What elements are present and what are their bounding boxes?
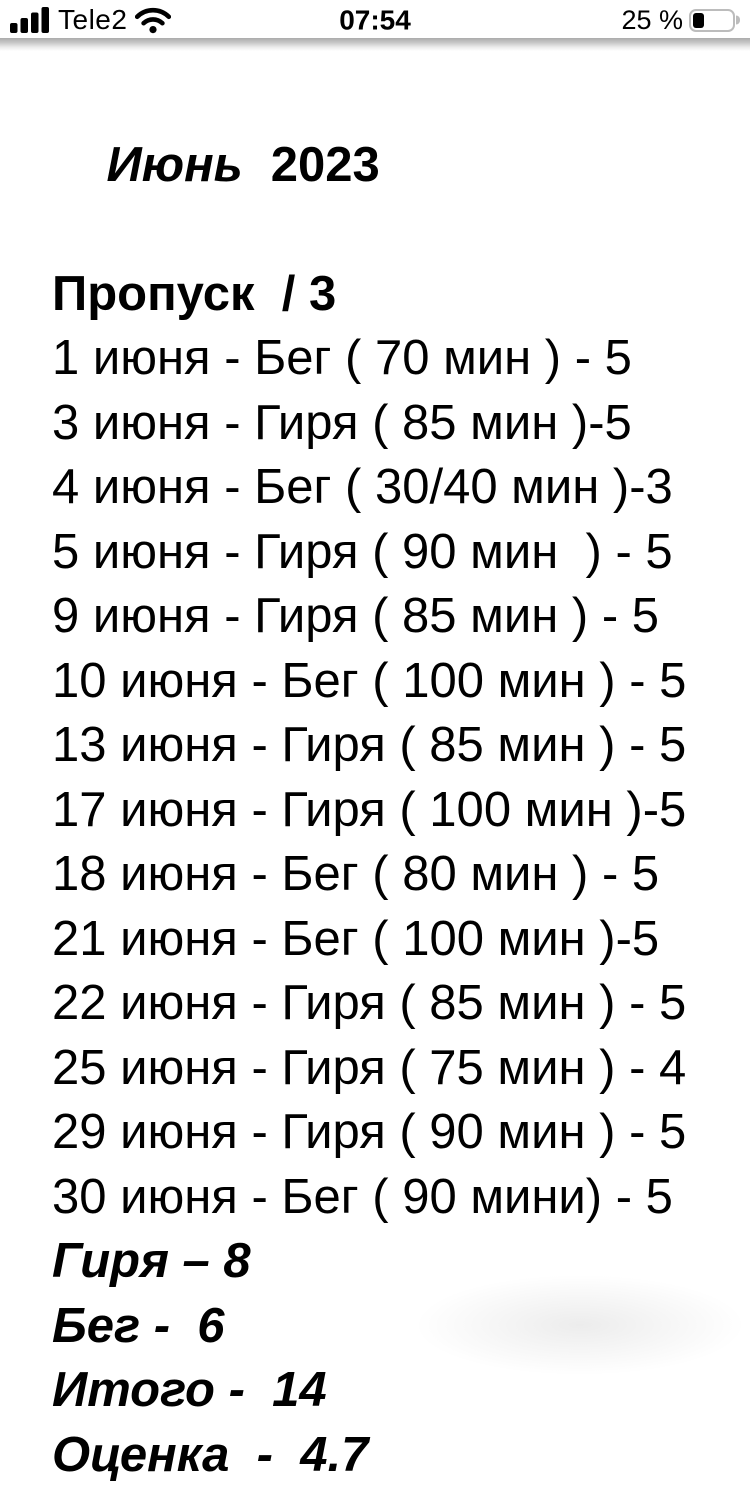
workout-entry: 5 июня - Гиря ( 90 мин ) - 5 bbox=[52, 520, 730, 585]
summary-line-beg: Бег - 6 bbox=[52, 1294, 730, 1359]
workout-entry: 9 июня - Гиря ( 85 мин ) - 5 bbox=[52, 584, 730, 649]
summary-line-itogo: Итого - 14 bbox=[52, 1358, 730, 1423]
workout-entry: 18 июня - Бег ( 80 мин ) - 5 bbox=[52, 842, 730, 907]
summary-line-ocenka: Оценка - 4.7 bbox=[52, 1423, 730, 1487]
status-bar-left bbox=[10, 4, 171, 36]
note-text-area[interactable] bbox=[0, 51, 750, 1487]
workout-entry: 21 июня - Бег ( 100 мин )-5 bbox=[52, 907, 730, 972]
wifi-icon bbox=[135, 7, 171, 34]
workout-entry: 25 июня - Гиря ( 75 мин ) - 4 bbox=[52, 1036, 730, 1101]
signal-strength-icon bbox=[10, 7, 50, 33]
battery-percent-label: 25 % bbox=[621, 5, 683, 36]
statusbar-divider bbox=[0, 38, 750, 51]
note-title bbox=[52, 68, 730, 262]
battery-icon bbox=[689, 9, 735, 32]
battery-fill-level bbox=[693, 13, 704, 28]
workout-entry: 30 июня - Бег ( 90 мини) - 5 bbox=[52, 1165, 730, 1230]
status-bar-right bbox=[621, 5, 742, 36]
workout-entry: 17 июня - Гиря ( 100 мин )-5 bbox=[52, 778, 730, 843]
title-year: 2023 bbox=[271, 138, 380, 192]
title-month: Июнь bbox=[106, 138, 242, 192]
workout-entry: 22 июня - Гиря ( 85 мин ) - 5 bbox=[52, 971, 730, 1036]
workout-entry: 1 июня - Бег ( 70 мин ) - 5 bbox=[52, 326, 730, 391]
clock-time: 07:54 bbox=[339, 4, 411, 36]
workout-entry: 3 июня - Гиря ( 85 мин )-5 bbox=[52, 391, 730, 456]
workout-entry: 13 июня - Гиря ( 85 мин ) - 5 bbox=[52, 713, 730, 778]
workout-entry: 4 июня - Бег ( 30/40 мин )-3 bbox=[52, 455, 730, 520]
status-bar bbox=[0, 0, 750, 38]
workout-entry: 10 июня - Бег ( 100 мин ) - 5 bbox=[52, 649, 730, 714]
battery-nub bbox=[736, 16, 740, 25]
workout-entry: 29 июня - Гиря ( 90 мин ) - 5 bbox=[52, 1100, 730, 1165]
summary-line-girya: Гиря – 8 bbox=[52, 1229, 730, 1294]
carrier-label: Tele2 bbox=[58, 4, 127, 36]
note-subtitle: Пропуск / 3 bbox=[52, 262, 730, 327]
